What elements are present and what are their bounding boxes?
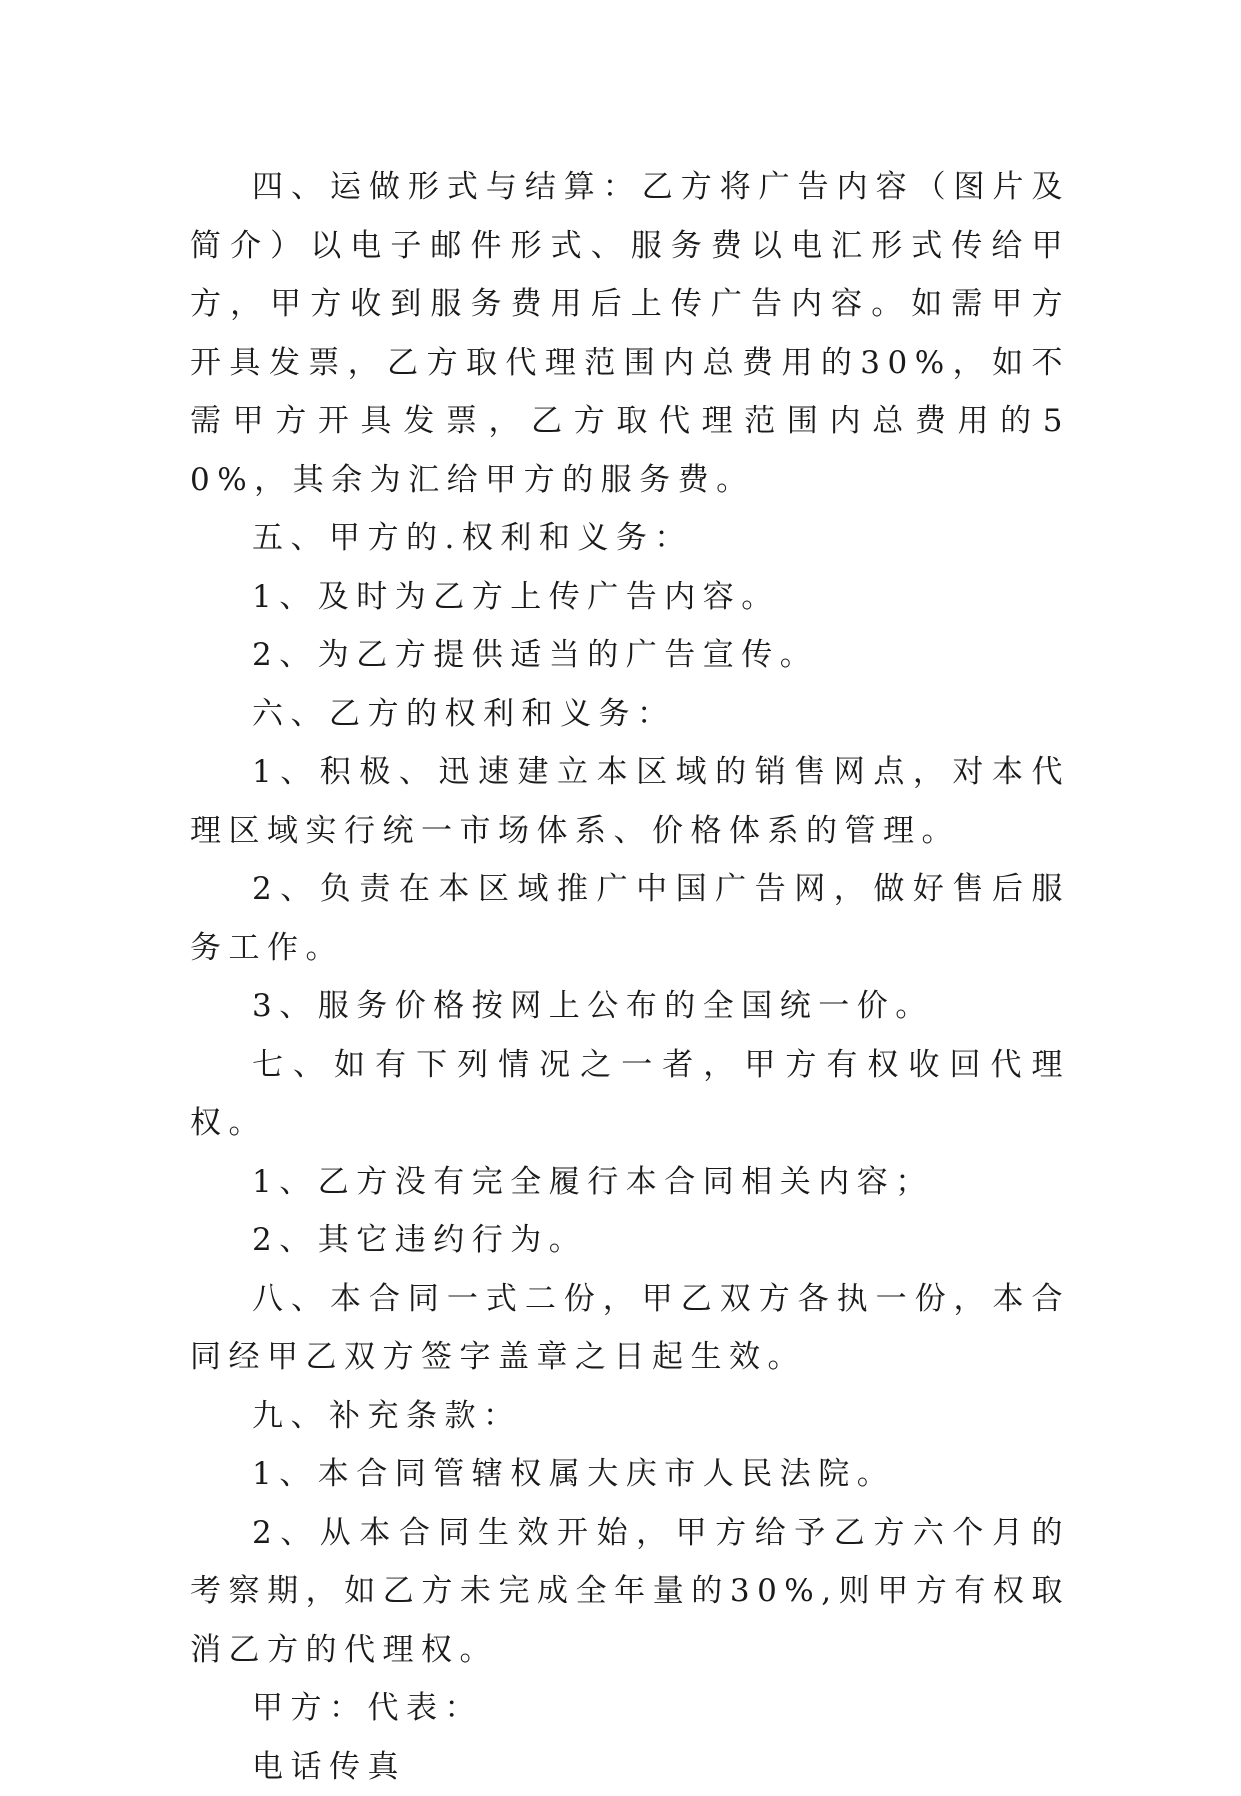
- paragraph-party-b-item-2: 2、负责在本区域推广中国广告网，做好售后服务工作。: [190, 860, 1070, 977]
- contract-body: [190, 158, 1070, 1796]
- signature-party-a: 甲方：代表：: [190, 1679, 1070, 1738]
- paragraph-supplementary-item-1: 1、本合同管辖权属大庆市人民法院。: [190, 1445, 1070, 1504]
- paragraph-copies-clause: 八、本合同一式二份，甲乙双方各执一份，本合同经甲乙双方签字盖章之日起生效。: [190, 1270, 1070, 1387]
- paragraph-settlement-clause: 四、运做形式与结算：乙方将广告内容（图片及简介）以电子邮件形式、服务费以电汇形式传给甲方，甲方收到服务费用后上传广告内容。如需甲方开具发票，乙方取代理范围内总费用的30%，如不需甲方开具发票，乙方取代理范围内总费用的50%，其余为汇给甲方的服务费。: [190, 158, 1070, 509]
- paragraph-party-a-item-1: 1、及时为乙方上传广告内容。: [190, 568, 1070, 627]
- paragraph-party-b-rights-heading: 六、乙方的权利和义务：: [190, 685, 1070, 744]
- paragraph-party-a-item-2: 2、为乙方提供适当的广告宣传。: [190, 626, 1070, 685]
- paragraph-party-b-item-1: 1、积极、迅速建立本区域的销售网点，对本代理区域实行统一市场体系、价格体系的管理。: [190, 743, 1070, 860]
- paragraph-supplementary-item-2: 2、从本合同生效开始，甲方给予乙方六个月的考察期，如乙方未完成全年量的30%,则甲方有权取消乙方的代理权。: [190, 1504, 1070, 1680]
- contact-phone-fax: 电话传真: [190, 1738, 1070, 1796]
- paragraph-revocation-item-2: 2、其它违约行为。: [190, 1211, 1070, 1270]
- paragraph-supplementary-heading: 九、补充条款：: [190, 1387, 1070, 1446]
- paragraph-party-a-rights-heading: 五、甲方的.权利和义务：: [190, 509, 1070, 568]
- paragraph-revocation-item-1: 1、乙方没有完全履行本合同相关内容；: [190, 1153, 1070, 1212]
- paragraph-party-b-item-3: 3、服务价格按网上公布的全国统一价。: [190, 977, 1070, 1036]
- paragraph-revocation-heading: 七、如有下列情况之一者，甲方有权收回代理权。: [190, 1036, 1070, 1153]
